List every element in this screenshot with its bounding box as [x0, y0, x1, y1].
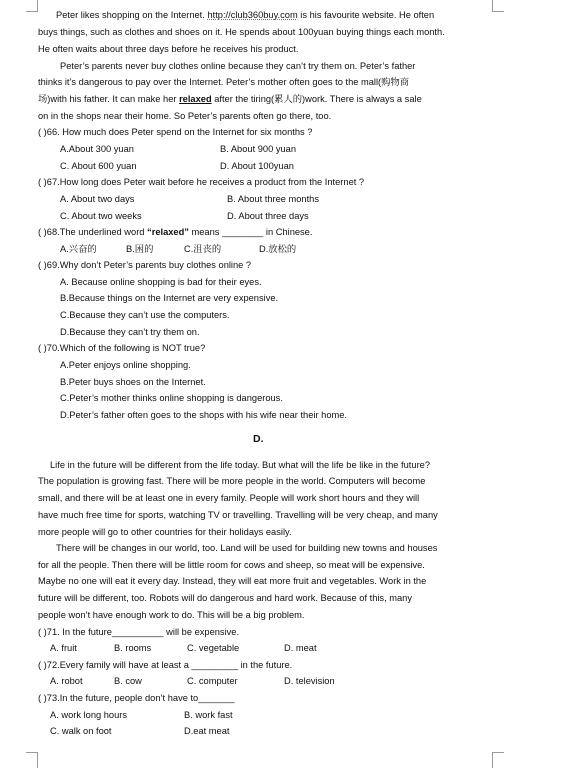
question-67-stem: ( )67.How long does Peter wait before he receives a product from the Internet ?: [38, 177, 365, 187]
website-link[interactable]: http://club360buy.com: [207, 10, 298, 20]
question-66-option-c[interactable]: C. About 600 yuan: [60, 161, 137, 171]
question-68-option-b[interactable]: B.困的: [126, 244, 154, 254]
question-70-stem: ( )70.Which of the following is NOT true?: [38, 343, 206, 353]
question-70-option-d[interactable]: D.Peter’s father often goes to the shops with his wife near their home.: [60, 410, 347, 420]
passage-line: on in the shops near their home. So Peter’s parents often go there, too.: [38, 111, 332, 121]
crop-mark-bottom-right-h: [492, 752, 504, 753]
quoted-word-relaxed: “relaxed”: [147, 227, 189, 237]
question-71-option-b[interactable]: B. rooms: [114, 643, 152, 653]
passage-line: for all the people. Then there will be little room for cows and sheep, so meat will be expensive.: [38, 560, 425, 570]
passage-text: 场)with his father. It can make her: [38, 94, 180, 104]
passage-line: Peter’s parents never buy clothes online because they can’t try them on. Peter’s father: [60, 61, 416, 71]
passage-text: is his favourite website. He often: [297, 10, 435, 20]
passage-text: after the tiring(累人的)work. There is always a sale: [211, 94, 422, 104]
question-66-option-d[interactable]: D. About 100yuan: [220, 161, 294, 171]
question-68-option-a[interactable]: A.兴奋的: [60, 244, 97, 254]
question-72-stem: ( )72.Every family will have at least a _________ in the future.: [38, 660, 293, 670]
crop-mark-bottom-left-h: [26, 752, 38, 753]
question-68-stem: [38, 226, 312, 238]
passage-line: [56, 9, 434, 21]
question-69-option-b[interactable]: B.Because things on the Internet are very expensive.: [60, 293, 279, 303]
passage-line: [38, 93, 422, 105]
crop-mark-top-left-h: [26, 11, 38, 12]
question-72-option-c[interactable]: C. computer: [187, 676, 238, 686]
question-text: ( )68.The underlined word: [38, 227, 148, 237]
crop-mark-bottom-right-v: [492, 752, 493, 768]
question-70-option-a[interactable]: A.Peter enjoys online shopping.: [60, 360, 191, 370]
crop-mark-bottom-left-v: [37, 752, 38, 768]
passage-line: thinks it’s dangerous to pay over the Internet. Peter’s mother often goes to the mall(购物商: [38, 77, 410, 87]
question-67-option-a[interactable]: A. About two days: [60, 194, 135, 204]
passage-line: buys things, such as clothes and shoes on it. He spends about 100yuan buying things each month.: [38, 27, 445, 37]
question-70-option-c[interactable]: C.Peter’s mother thinks online shopping is dangerous.: [60, 393, 283, 403]
question-66-option-b[interactable]: B. About 900 yuan: [220, 144, 296, 154]
question-68-option-d[interactable]: D.放松的: [259, 244, 297, 254]
question-69-option-d[interactable]: D.Because they can’t try them on.: [60, 327, 200, 337]
question-72-option-d[interactable]: D. television: [284, 676, 335, 686]
passage-line: have much free time for sports, watching TV or travelling. Travelling will be very cheap, and many: [38, 510, 438, 520]
question-73-option-d[interactable]: D.eat meat: [184, 726, 230, 736]
question-71-option-d[interactable]: D. meat: [284, 643, 317, 653]
question-69-stem: ( )69.Why don’t Peter’s parents buy clothes online ?: [38, 260, 252, 270]
passage-line: There will be changes in our world, too. Land will be used for building new towns and houses: [56, 543, 438, 553]
question-66-stem: ( )66. How much does Peter spend on the Internet for six months ?: [38, 127, 313, 137]
passage-line: Life in the future will be different from the life today. But what will the life be like in the future?: [50, 460, 431, 470]
passage-line: The population is growing fast. There will be more people in the world. Computers will become: [38, 476, 426, 486]
passage-line: Maybe no one will eat it every day. Instead, they will eat more fruit and vegetables. Work in the: [38, 576, 427, 586]
crop-mark-top-right-h: [492, 11, 504, 12]
question-73-stem: ( )73.In the future, people don’t have to_______: [38, 693, 235, 703]
passage-line: more people will go to other countries for their holidays easily.: [38, 527, 292, 537]
passage-line: small, and there will be at least one in every family. People will work short hours and they will: [38, 493, 420, 503]
question-67-option-b[interactable]: B. About three months: [227, 194, 319, 204]
question-69-option-c[interactable]: C.Because they can’t use the computers.: [60, 310, 230, 320]
question-68-option-c[interactable]: C.沮丧的: [184, 244, 222, 254]
question-72-option-a[interactable]: A. robot: [50, 676, 83, 686]
question-66-option-a[interactable]: A.About 300 yuan: [60, 144, 134, 154]
question-73-option-a[interactable]: A. work long hours: [50, 710, 127, 720]
question-71-option-c[interactable]: C. vegetable: [187, 643, 240, 653]
question-71-stem: ( )71. In the future__________ will be expensive.: [38, 627, 240, 637]
question-69-option-a[interactable]: A. Because online shopping is bad for their eyes.: [60, 277, 262, 287]
underlined-word-relaxed: relaxed: [179, 94, 212, 104]
question-71-option-a[interactable]: A. fruit: [50, 643, 77, 653]
question-73-option-b[interactable]: B. work fast: [184, 710, 233, 720]
question-text: means ________ in Chinese.: [188, 227, 313, 237]
passage-line: He often waits about three days before he receives his product.: [38, 44, 299, 54]
question-67-option-d[interactable]: D. About three days: [227, 211, 309, 221]
question-73-option-c[interactable]: C. walk on foot: [50, 726, 112, 736]
passage-text: Peter likes shopping on the Internet.: [56, 10, 208, 20]
question-72-option-b[interactable]: B. cow: [114, 676, 142, 686]
passage-line: future will be different, too. Robots will do dangerous and hard work. Because of this, many: [38, 593, 412, 603]
question-70-option-b[interactable]: B.Peter buys shoes on the Internet.: [60, 377, 206, 387]
passage-line: people won’t have enough work to do. This will be a big problem.: [38, 610, 305, 620]
section-heading: D.: [253, 433, 264, 445]
question-67-option-c[interactable]: C. About two weeks: [60, 211, 142, 221]
